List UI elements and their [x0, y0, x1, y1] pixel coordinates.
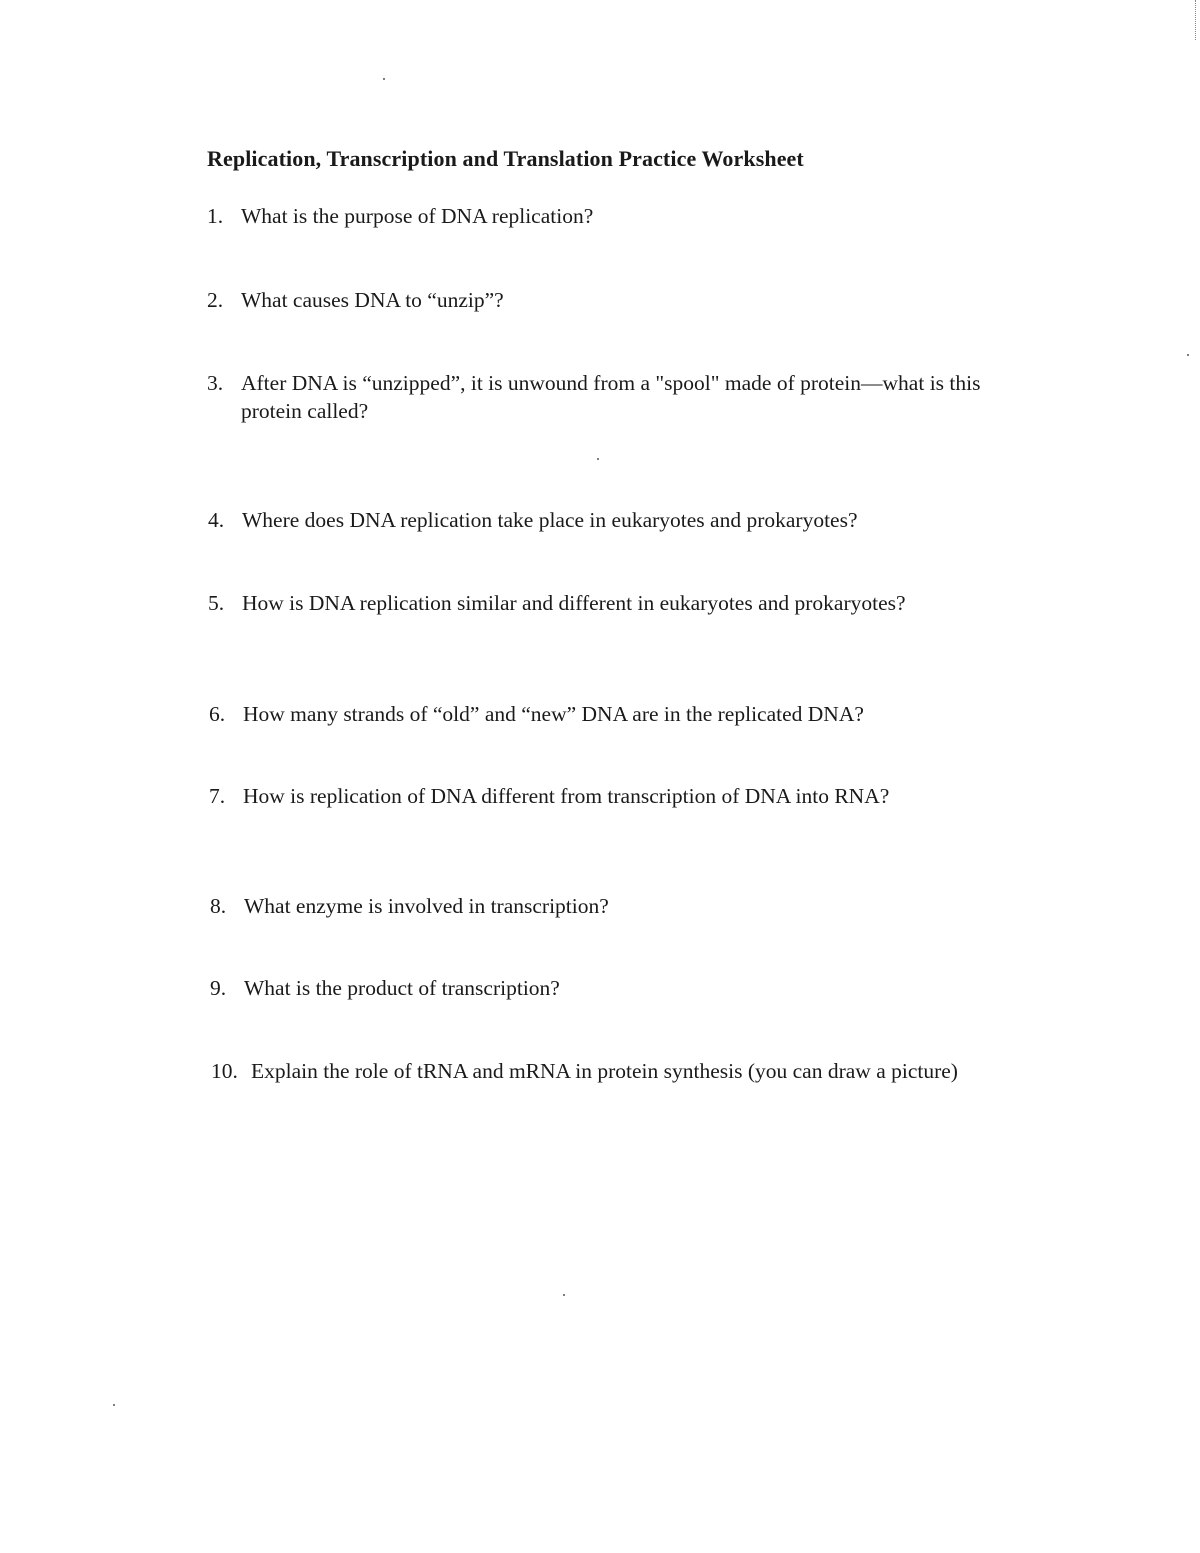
question-text: Explain the role of tRNA and mRNA in protein synthesis (you can draw a picture) — [251, 1059, 958, 1083]
question-text: After DNA is “unzipped”, it is unwound from a "spool" made of protein—what is this protein called? — [241, 371, 981, 423]
question-number: 1. — [207, 204, 224, 228]
scan-speck — [563, 1294, 565, 1296]
question-number: 9. — [210, 976, 227, 1000]
scan-edge-mark — [1195, 0, 1200, 40]
question-text: Where does DNA replication take place in eukaryotes and prokaryotes? — [242, 508, 858, 532]
scan-speck — [113, 1404, 115, 1406]
question-text: How is replication of DNA different from transcription of DNA into RNA? — [243, 784, 890, 808]
question-number: 8. — [210, 894, 227, 918]
question-number: 7. — [209, 784, 226, 808]
scan-speck — [1187, 354, 1189, 356]
question-text: What is the purpose of DNA replication? — [241, 204, 594, 228]
question-text: What causes DNA to “unzip”? — [241, 288, 504, 312]
worksheet-title: Replication, Transcription and Translation Practice Worksheet — [207, 146, 804, 171]
question-number: 6. — [209, 702, 226, 726]
question-text: How many strands of “old” and “new” DNA are in the replicated DNA? — [243, 702, 864, 726]
question-number: 3. — [207, 371, 224, 395]
scan-speck — [383, 78, 385, 80]
question-text: How is DNA replication similar and different in eukaryotes and prokaryotes? — [242, 591, 906, 615]
question-number: 4. — [208, 508, 225, 532]
question-number: 5. — [208, 591, 225, 615]
question-text: What enzyme is involved in transcription? — [244, 894, 609, 918]
question-number: 2. — [207, 288, 224, 312]
scan-speck — [597, 458, 599, 460]
question-number: 10. — [211, 1059, 238, 1083]
question-text: What is the product of transcription? — [244, 976, 560, 1000]
